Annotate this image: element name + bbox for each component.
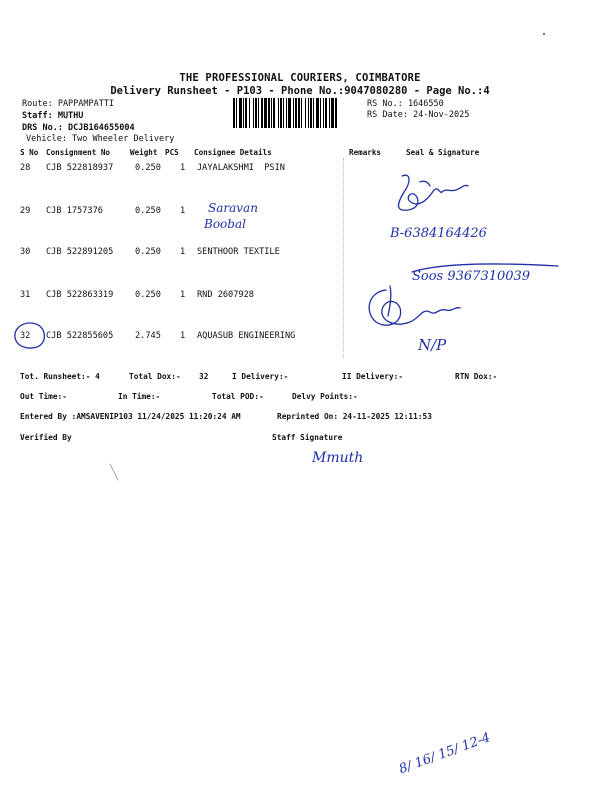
col-pcs: PCS [165,148,179,157]
row-sno: 29 [20,206,31,216]
row-weight: 0.250 [135,290,161,300]
in-time: In Time:- [118,392,161,401]
row-consignee: RND 2607928 [197,290,254,300]
handwritten-row30-text: Soos 9367310039 [412,269,531,284]
route-label: Route: PAPPAMPATTI [22,99,115,109]
corner-note [392,722,512,782]
row-consignment: CJB 522863319 [46,290,114,300]
row-pcs: 1 [180,331,186,341]
row-consignee: JAYALAKSHMI PSIN [197,163,285,173]
signature-row29-line2: Boobal [204,217,246,231]
verified-by: Verified By [20,433,72,442]
total-dox-value: 32 [199,372,209,381]
total-pod: Total POD:- [212,392,264,401]
row-consignment: CJB 522855605 [46,331,114,341]
entered-by: Entered By :AMSAVENIP103 11/24/2025 11:20:24 AM [20,412,241,421]
row-consignment: CJB 1757376 [46,206,103,216]
staff-signature [310,444,380,470]
vehicle-label: Vehicle: Two Wheeler Delivery [26,134,175,144]
col-consignee: Consignee Details [194,148,272,157]
circled-row-mark [10,318,50,352]
row-pcs: 1 [180,247,186,257]
total-runsheet: Tot. Runsheet:- 4 [20,372,100,381]
rs-number: RS No.: 1646550 [367,99,444,109]
row-weight: 0.250 [135,206,161,216]
row-pcs: 1 [180,290,186,300]
stray-mark [108,462,122,484]
col-sno: S No [20,148,39,157]
col-remarks: Remarks [349,148,382,157]
row-sno: 30 [20,247,31,257]
row-consignee: AQUASUB ENGINEERING [197,331,296,341]
row-sno: 31 [20,290,31,300]
row-sno: 28 [20,163,31,173]
handwritten-np-text: N/P [418,336,447,354]
handwritten-phone [388,218,558,244]
speck [543,33,545,35]
total-dox-label: Total Dox:- [129,372,181,381]
drs-number: DRS No.: DCJB164655004 [22,123,135,133]
staff-label: Staff: MUTHU [22,111,84,121]
out-time: Out Time:- [20,392,67,401]
row-weight: 2.745 [135,331,161,341]
row-consignee: SENTHOOR TEXTILE [197,247,280,257]
corner-note-text: 8/ 16/ 15/ 12-4 [397,730,493,778]
handwritten-phone-text: B-6384164426 [390,226,487,241]
row-weight: 0.250 [135,163,161,173]
rs-date: RS Date: 24-Nov-2025 [367,110,470,120]
barcode [233,98,363,128]
row-consignment: CJB 522891205 [46,247,114,257]
signature-row29-line1: Saravan [208,201,258,215]
runsheet-subtitle: Delivery Runsheet - P103 - Phone No.:9047080280 - Page No.:4 [110,85,490,97]
delvy-points: Delvy Points:- [292,392,358,401]
company-title: THE PROFESSIONAL COURIERS, COIMBATORE [179,72,421,84]
column-divider [343,158,344,358]
col-consignment: Consignment No [46,148,111,157]
col-weight: Weight [130,148,158,157]
staff-signature-text: Mmuth [312,450,364,466]
signature-row28 [390,170,480,220]
staff-signature-label: Staff Signature [272,433,343,442]
i-delivery: I Delivery:- [232,372,289,381]
row-pcs: 1 [180,163,186,173]
signature-row29 [200,196,290,236]
reprinted-on: Reprinted On: 24-11-2025 12:11:53 [277,412,432,421]
handwritten-np [414,330,464,356]
rtn-dox: RTN Dox:- [455,372,498,381]
col-seal-signature: Seal & Signature [406,148,480,157]
ii-delivery: II Delivery:- [342,372,404,381]
row-consignment: CJB 522818937 [46,163,114,173]
row-sno: 32 [20,331,31,341]
row-pcs: 1 [180,206,186,216]
row-weight: 0.250 [135,247,161,257]
